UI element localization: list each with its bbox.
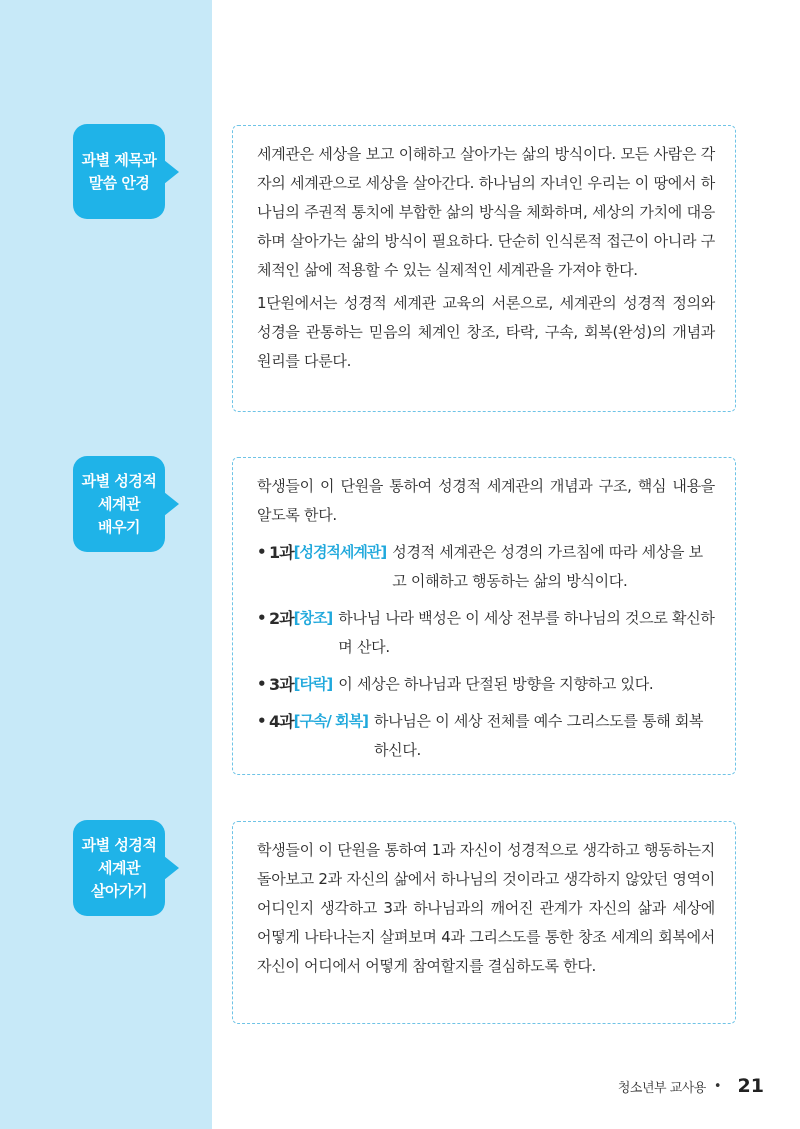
paragraph: 1단원에서는 성경적 세계관 교육의 서론으로, 세계관의 성경적 정의와 성경을 관통하는 믿음의 체계인 창조, 타락, 구속, 회복(완성)의 개념과 원리를 다룬다.: [257, 294, 715, 370]
lesson-keyword: [타락]: [293, 675, 333, 693]
content-box-title-glasses: [232, 125, 736, 412]
lesson-number: 2과: [269, 609, 294, 628]
paragraph: 세계관은 세상을 보고 이해하고 살아가는 삶의 방식이다. 모든 사람은 각자의 세계관으로 세상을 살아간다. 하나님의 자녀인 우리는 이 땅에서 하나님의 주권적 통치에 부합한 삶의 방식을 체화하며, 세상의 가치에 대응하며 살아가는 삶의 방식이 필요하다. 단순히 인식론적 접근이 아니라 구체적인 삶에 적용할 수 있는 실제적인 세계관을 가져야 한다.: [257, 145, 715, 279]
section-tag-learn-worldview: [73, 456, 165, 552]
section-tag-label: 과별 제목과 말씀 안경: [81, 150, 157, 192]
footer-label: 청소년부 교사용: [617, 1080, 706, 1096]
tag-arrow-icon: [164, 160, 179, 184]
bullet-dot-icon: •: [257, 675, 267, 693]
lesson-number: 4과: [269, 712, 294, 731]
lesson-bullet: [257, 707, 715, 765]
lesson-description: 성경적 세계관은 성경의 가르침에 따라 세상을 보고 이해하고 행동하는 삶의 방식이다.: [392, 543, 703, 590]
tag-arrow-icon: [164, 492, 179, 516]
section-tag-title-glasses: [73, 124, 165, 219]
lesson-bullet: [257, 604, 715, 662]
tag-arrow-icon: [164, 856, 179, 880]
lesson-keyword: [성경적세계관]: [293, 543, 387, 561]
section-tag-live-worldview: [73, 820, 165, 916]
lesson-keyword: [구속/ 회복]: [293, 712, 368, 730]
lesson-description: 이 세상은 하나님과 단절된 방향을 지향하고 있다.: [338, 675, 654, 693]
lesson-number: 1과: [269, 543, 294, 562]
lesson-description: 하나님은 이 세상 전체를 예수 그리스도를 통해 회복하신다.: [373, 712, 704, 759]
lesson-keyword: [창조]: [293, 609, 333, 627]
section-tag-label: 과별 성경적 세계관 배우기: [81, 471, 157, 536]
lesson-description: 하나님 나라 백성은 이 세상 전부를 하나님의 것으로 확신하며 산다.: [338, 609, 715, 656]
bullet-dot-icon: •: [257, 609, 267, 627]
lesson-number: 3과: [269, 675, 294, 694]
footer-dot-icon: •: [713, 1078, 722, 1094]
lesson-bullet: [257, 538, 715, 596]
intro-text: 학생들이 이 단원을 통하여 성경적 세계관의 개념과 구조, 핵심 내용을 알도록 한다.: [257, 477, 715, 524]
lesson-bullet: [257, 670, 715, 699]
page-footer: [618, 1075, 764, 1097]
bullet-dot-icon: •: [257, 543, 267, 561]
section-tag-label: 과별 성경적 세계관 살아가기: [81, 835, 157, 900]
body-text: 학생들이 이 단원을 통하여 1과 자신이 성경적으로 생각하고 행동하는지 돌아보고 2과 자신의 삶에서 하나님의 것이라고 생각하지 않았던 영역이 어디인지 생각하고 3과 하나님과의 깨어진 관계가 자신의 삶과 세상에 어떻게 나타나는지 살펴보며 4과 그리스도를 통한 창조 세계의 회복에서 자신이 어디에서 어떻게 참여할지를 결심하도록 한다.: [257, 841, 715, 975]
page-number: 21: [737, 1075, 764, 1097]
bullet-dot-icon: •: [257, 712, 267, 730]
content-box-live-worldview: [232, 821, 736, 1024]
content-box-learn-worldview: [232, 457, 736, 775]
